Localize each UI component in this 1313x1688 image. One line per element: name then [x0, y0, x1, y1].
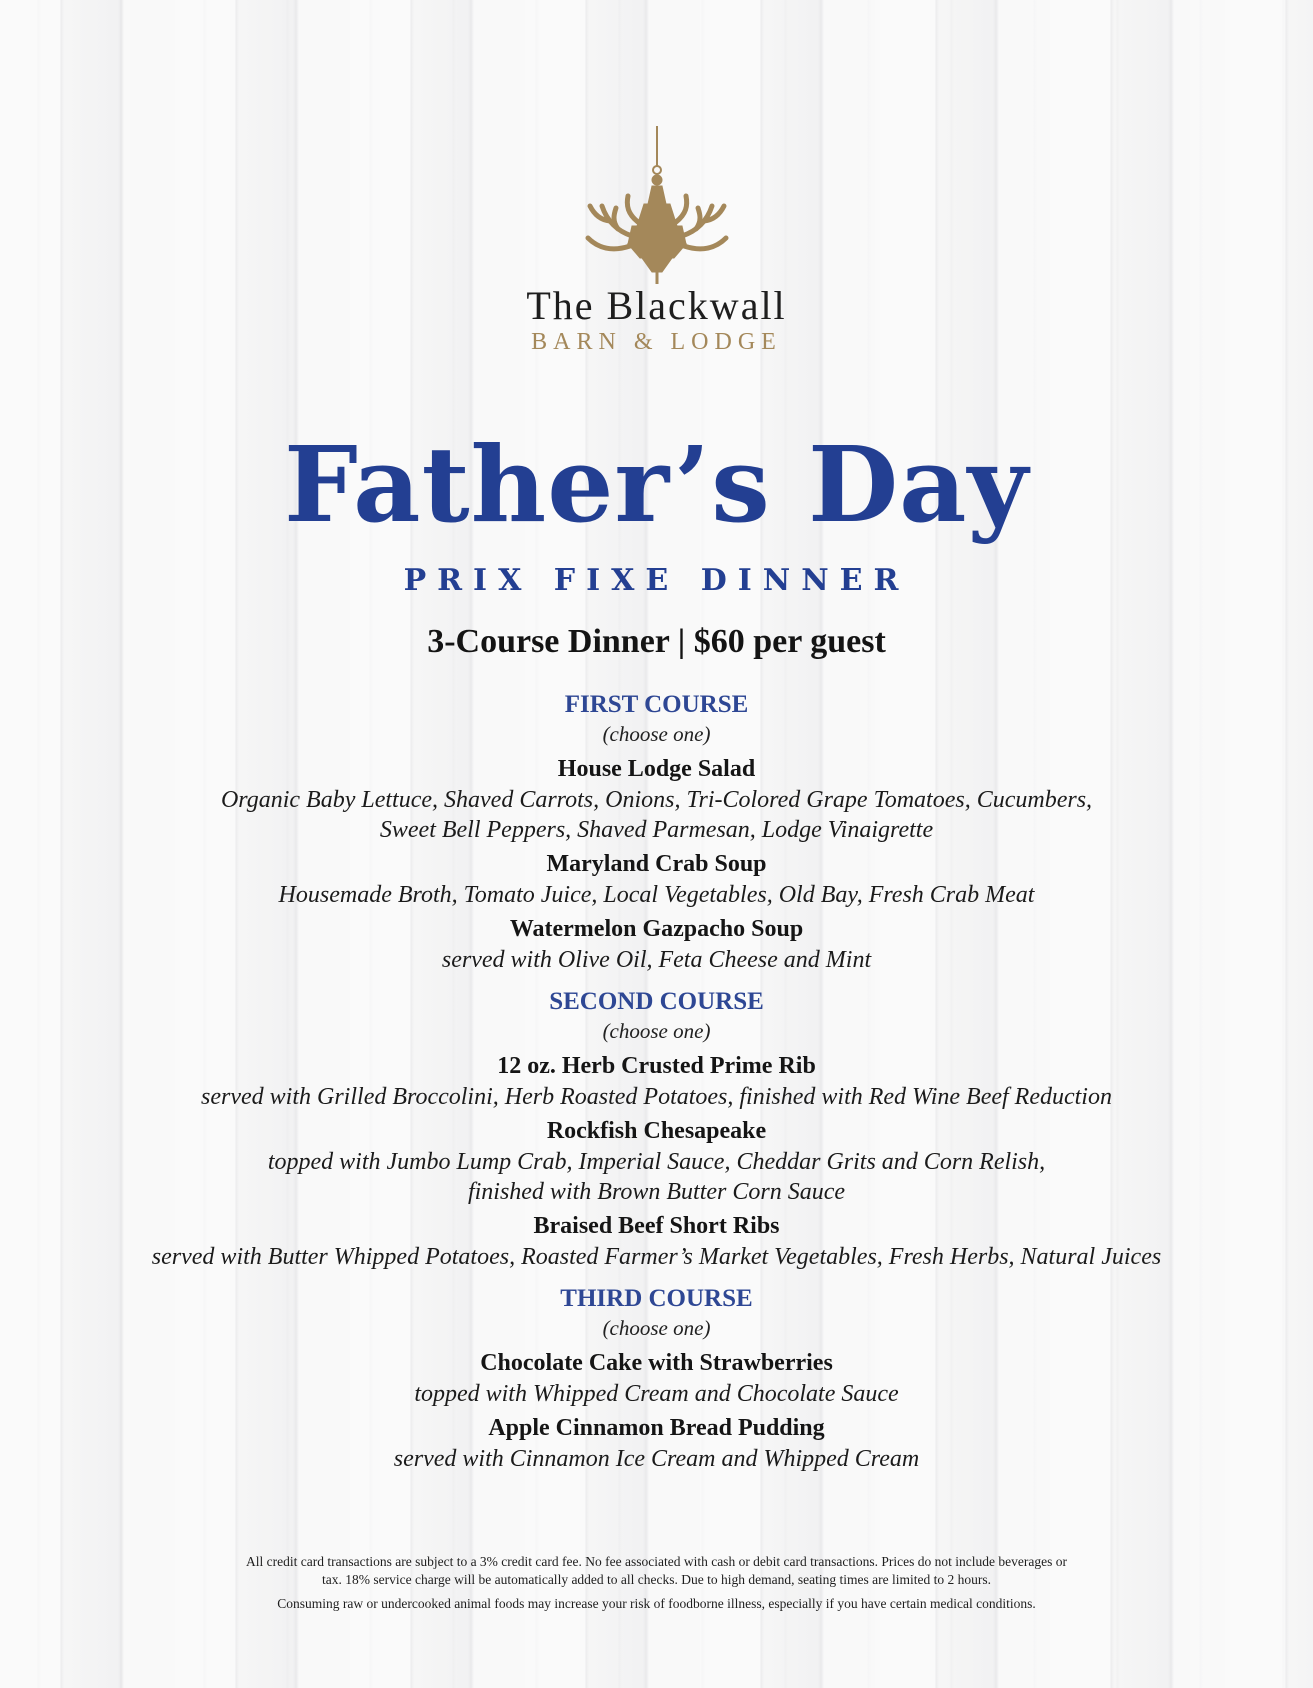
brand-name: The Blackwall [526, 283, 787, 328]
menu-item-description: served with Olive Oil, Feta Cheese and Mint [441, 947, 872, 973]
menu-item-description: served with Grilled Broccolini, Herb Roasted Potatoes, finished with Red Wine Beef Reduction [201, 1084, 1112, 1110]
menu-item-description [0, 1147, 1313, 1207]
page-subtitle: PRIX FIXE DINNER [403, 563, 910, 598]
course-second [0, 987, 1313, 1272]
menu-item-description-line: Organic Baby Lettuce, Shaved Carrots, Onions, Tri-Colored Grape Tomatoes, Cucumbers, [220, 787, 1093, 813]
course-first [0, 690, 1313, 975]
menu-item-description: served with Cinnamon Ice Cream and Whipped Cream [393, 1446, 920, 1472]
menu-item-name: Rockfish Chesapeake [546, 1118, 767, 1144]
footer-disclaimer [200, 1553, 1113, 1613]
menu-item-description-line: topped with Jumbo Lump Crab, Imperial Sauce, Cheddar Grits and Corn Relish, [267, 1149, 1046, 1175]
menu-item-description-line: finished with Brown Butter Corn Sauce [467, 1179, 846, 1205]
course-title: SECOND COURSE [549, 988, 764, 1015]
menu-item-name: Braised Beef Short Ribs [533, 1213, 780, 1239]
menu-item-description [0, 785, 1313, 845]
footer-line: tax. 18% service charge will be automatically added to all checks. Due to high demand, seating times are limited to 2 hours. [322, 1572, 991, 1587]
course-note: (choose one) [602, 722, 711, 746]
course-note: (choose one) [602, 1019, 711, 1043]
menu-item-description: topped with Whipped Cream and Chocolate Sauce [414, 1381, 899, 1407]
page-title: Father’s Day [284, 423, 1029, 546]
brand-logo [0, 126, 1313, 286]
menu-courses [0, 690, 1313, 1486]
menu-item-name: House Lodge Salad [557, 756, 756, 782]
footer-health-warning: Consuming raw or undercooked animal foods may increase your risk of foodborne illness, especially if you have certain medical conditions. [277, 1596, 1036, 1611]
course-third [0, 1284, 1313, 1474]
menu-item-name: Watermelon Gazpacho Soup [509, 916, 804, 942]
footer-line: All credit card transactions are subject to a 3% credit card fee. No fee associated with cash or debit card transactions. Prices do not include beverages or [246, 1554, 1067, 1569]
menu-item-name: Maryland Crab Soup [546, 851, 767, 877]
menu-item-name: Chocolate Cake with Strawberries [480, 1350, 833, 1376]
price-line: 3-Course Dinner | $60 per guest [427, 623, 886, 660]
menu-item-name: Apple Cinnamon Bread Pudding [488, 1415, 825, 1441]
course-note: (choose one) [602, 1316, 711, 1340]
antler-chandelier-icon [582, 126, 732, 286]
course-title: THIRD COURSE [560, 1285, 753, 1312]
brand-subtitle: BARN & LODGE [531, 329, 782, 355]
menu-item-description: Housemade Broth, Tomato Juice, Local Vegetables, Old Bay, Fresh Crab Meat [278, 882, 1035, 908]
menu-item-description: served with Butter Whipped Potatoes, Roasted Farmer’s Market Vegetables, Fresh Herbs, Natural Juices [151, 1244, 1162, 1270]
menu-item-description-line: Sweet Bell Peppers, Shaved Parmesan, Lodge Vinaigrette [379, 817, 934, 843]
menu-item-name: 12 oz. Herb Crusted Prime Rib [497, 1053, 816, 1079]
course-title: FIRST COURSE [564, 691, 749, 718]
